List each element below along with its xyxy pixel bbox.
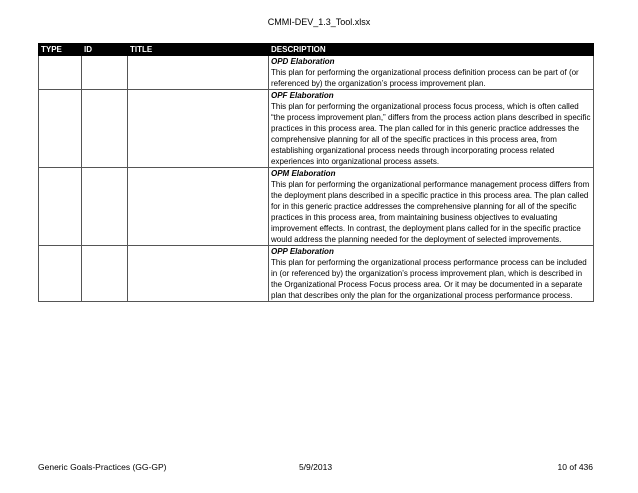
description-cell	[269, 168, 594, 246]
spreadsheet-table	[38, 43, 594, 302]
description-cell	[269, 246, 594, 302]
type-cell	[39, 168, 82, 246]
table-row	[39, 90, 594, 168]
type-cell	[39, 56, 82, 90]
footer-date: 5/9/2013	[298, 462, 333, 472]
id-cell	[82, 246, 128, 302]
title-cell	[128, 90, 269, 168]
footer-page-number: 10 of 436	[557, 462, 593, 472]
description-title: OPD Elaboration	[271, 57, 335, 66]
column-header-description: DESCRIPTION	[269, 44, 594, 56]
title-cell	[128, 246, 269, 302]
description-title: OPM Elaboration	[271, 169, 336, 178]
table-row	[39, 56, 594, 90]
column-header-id: ID	[82, 44, 128, 56]
description-title: OPP Elaboration	[271, 247, 334, 256]
table-row	[39, 168, 594, 246]
description-cell	[269, 90, 594, 168]
type-cell	[39, 246, 82, 302]
type-cell	[39, 90, 82, 168]
description-body: This plan for performing the organizational process definition process can be part of (or referenced by) the organization’s process improvement plan.	[271, 68, 579, 88]
header-row	[39, 44, 594, 56]
column-header-type: TYPE	[39, 44, 82, 56]
description-body: This plan for performing the organizational process focus process, which is often called “the process improvement plan,” differs from the process action plans described in specific practices in this process area. The plan called for in this generic practice addresses the comprehensive planning for all of the specific practices in this process area, from establishing organizational process needs through incorporating process related experiences into organizational process assets.	[271, 102, 591, 166]
id-cell	[82, 90, 128, 168]
file-header: CMMI-DEV_1.3_Tool.xlsx	[267, 17, 371, 27]
description-body: This plan for performing the organizational process performance process can be included in (or referenced by) the organization’s process improvement plan, which is described in the Organizational Process Focus process area. Or it may be documented in a separate plan that describes only the plan for the organizational process performance process.	[271, 258, 587, 300]
description-title: OPF Elaboration	[271, 91, 334, 100]
description-cell	[269, 56, 594, 90]
table-row	[39, 246, 594, 302]
description-body: This plan for performing the organizational performance management process differs from the deployment plans described in a specific practice in this process area. The plan called for in this generic practice addresses the comprehensive planning for all of the specific practices in this process area, from maintaining business objectives to evaluating improvement effects. In contrast, the deployment plans called for in the specific practice would address the planning needed for the deployment of selected improvements.	[271, 180, 590, 244]
id-cell	[82, 168, 128, 246]
column-header-title: TITLE	[128, 44, 269, 56]
title-cell	[128, 168, 269, 246]
footer-sheet-name: Generic Goals-Practices (GG-GP)	[38, 462, 167, 472]
title-cell	[128, 56, 269, 90]
id-cell	[82, 56, 128, 90]
